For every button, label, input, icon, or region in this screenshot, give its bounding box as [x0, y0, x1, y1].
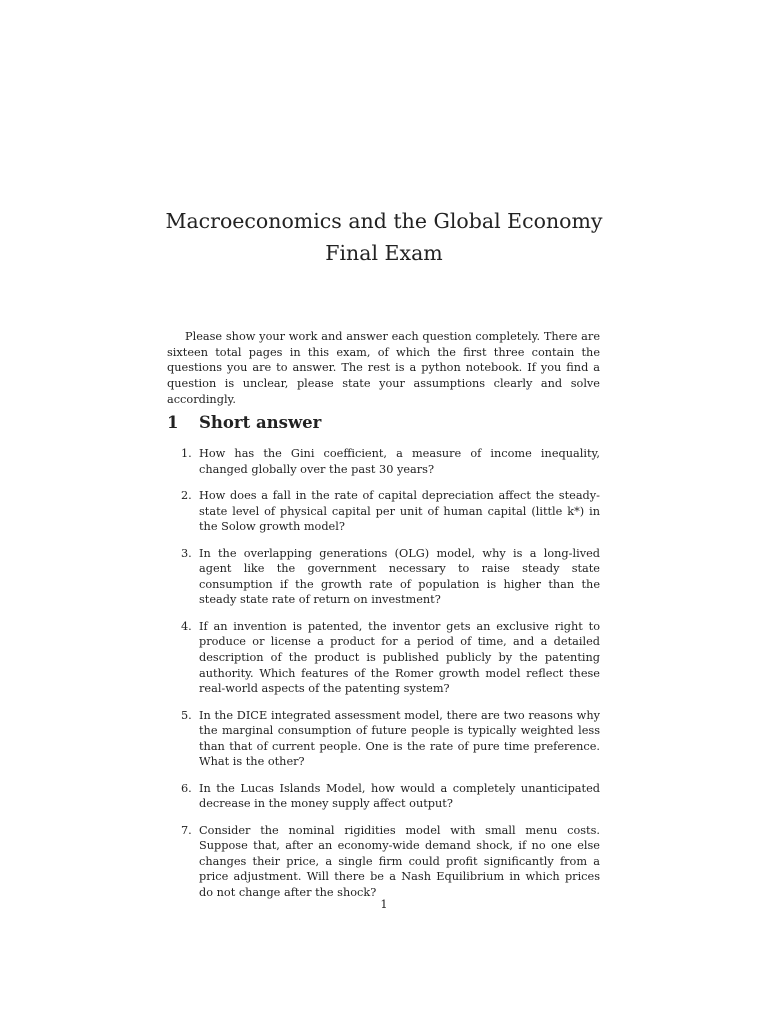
question-text: In the DICE integrated assessment model, there are two reasons why the marginal consumption of future people is typically weighted less than that of current people. One is the rate of pure time preference. What is the other?: [199, 708, 600, 769]
question-text: Consider the nominal rigidities model with small menu costs. Suppose that, after an economy-wide demand shock, if no one else changes their price, a single firm could profit significantly from a price adjustment. Will there be a Nash Equilibrium in which prices do not change after the shock?: [199, 823, 600, 900]
intro-paragraph: Please show your work and answer each question completely. There are sixteen total pages in this exam, of which the first three contain the questions you are to answer. The rest is a python notebook. If you find a question is unclear, please state your assumptions clearly and solve accordingly.: [167, 330, 600, 406]
question-item: [167, 781, 600, 812]
question-text: If an invention is patented, the inventor gets an exclusive right to produce or license a product for a period of time, and a detailed description of the product is published publicly by the patenting authority. Which features of the Romer growth model reflect these real-world aspects of the patenting system?: [199, 619, 600, 696]
question-number: 3.: [181, 546, 192, 560]
question-item: [167, 823, 600, 901]
question-text: How has the Gini coefficient, a measure of income inequality, changed globally over the past 30 years?: [199, 447, 600, 476]
question-number: 1.: [181, 447, 192, 460]
section-title: Short answer: [199, 413, 322, 432]
question-item: [167, 446, 600, 477]
question-number: 2.: [181, 488, 192, 502]
question-list: [167, 446, 600, 911]
question-number: 4.: [181, 619, 192, 633]
question-item: [167, 708, 600, 770]
section-number: 1: [167, 413, 179, 432]
question-text: In the overlapping generations (OLG) model, why is a long-lived agent like the government necessary to raise steady state consumption if the growth rate of population is higher than the steady state rate of return on investment?: [199, 546, 600, 607]
question-text: In the Lucas Islands Model, how would a completely unanticipated decrease in the money supply affect output?: [199, 781, 600, 811]
question-number: 7.: [181, 823, 192, 837]
question-number: 6.: [181, 781, 192, 795]
question-number: 5.: [181, 708, 192, 722]
question-text: How does a fall in the rate of capital depreciation affect the steady-state level of physical capital per unit of human capital (little k*) in the Solow growth model?: [199, 488, 600, 534]
document-title: Macroeconomics and the Global Economy Final Exam: [165, 209, 603, 265]
question-item: [167, 619, 600, 697]
question-item: [167, 488, 600, 535]
page-number: 1: [380, 898, 388, 911]
question-item: [167, 546, 600, 608]
section-heading: [167, 413, 321, 433]
